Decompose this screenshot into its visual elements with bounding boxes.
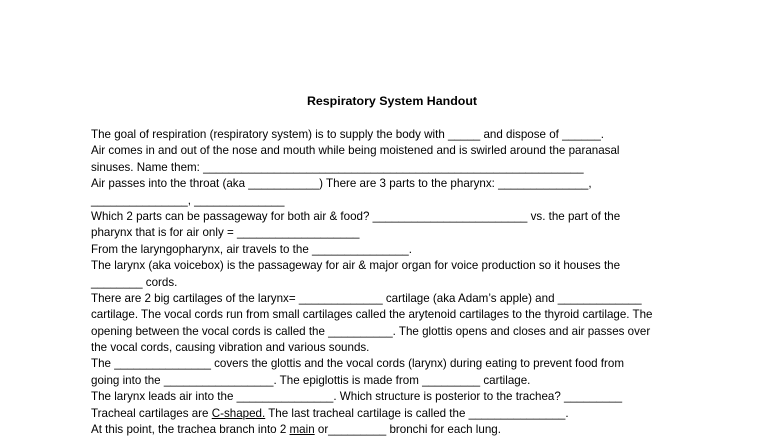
text-segment: At this point, the trachea branch into 2 xyxy=(91,423,290,437)
text-line-tracheal xyxy=(91,406,691,422)
text-line: pharynx that is for air only = ___________________ xyxy=(91,226,360,240)
text-segment: Tracheal cartilages are xyxy=(91,406,212,420)
text-segment: or_________ bronchi for each lung. xyxy=(314,423,501,437)
text-line: Air passes into the throat (aka ___________) There are 3 parts to the pharynx: ______________, xyxy=(91,177,592,191)
text-line: From the laryngopharynx, air travels to the _______________. xyxy=(91,242,412,256)
text-line: cartilage. The vocal cords run from small cartilages called the arytenoid cartilages to the thyroid cartilage. The xyxy=(91,308,653,322)
handout-body xyxy=(91,127,691,438)
text-segment: The last tracheal cartilage is called the _______________. xyxy=(265,406,569,420)
text-line: the vocal cords, causing vibration and various sounds. xyxy=(91,341,370,355)
underlined-term: C-shaped. xyxy=(211,406,266,420)
text-line: _______________, ______________ xyxy=(91,193,285,207)
text-line: sinuses. Name them: ___________________________________________________________ xyxy=(91,160,584,174)
handout-title: Respiratory System Handout xyxy=(306,94,478,108)
text-line: The larynx leads air into the _______________. Which structure is posterior to the trachea? _________ xyxy=(91,390,623,404)
text-line: The _______________ covers the glottis and the vocal cords (larynx) during eating to prevent food from xyxy=(91,357,624,371)
text-line: Air comes in and out of the nose and mouth while being moistened and is swirled around the paranasal xyxy=(91,144,620,158)
text-line: The goal of respiration (respiratory system) is to supply the body with _____ and dispose of ______. xyxy=(91,128,604,141)
text-line: opening between the vocal cords is called the __________. The glottis opens and closes and air passes over xyxy=(91,324,651,338)
text-line: ________ cords. xyxy=(91,275,178,289)
text-line: Which 2 parts can be passageway for both air & food? ________________________ vs. the part of the xyxy=(91,209,621,223)
text-line: There are 2 big cartilages of the larynx= _____________ cartilage (aka Adam’s apple) and _____________ xyxy=(91,291,642,305)
text-line: The larynx (aka voicebox) is the passageway for air & major organ for voice production so it houses the xyxy=(91,259,621,273)
text-line-bronchi xyxy=(91,422,691,438)
underlined-term: main xyxy=(289,423,315,437)
text-line: going into the _________________. The epiglottis is made from _________ cartilage. xyxy=(91,373,531,387)
